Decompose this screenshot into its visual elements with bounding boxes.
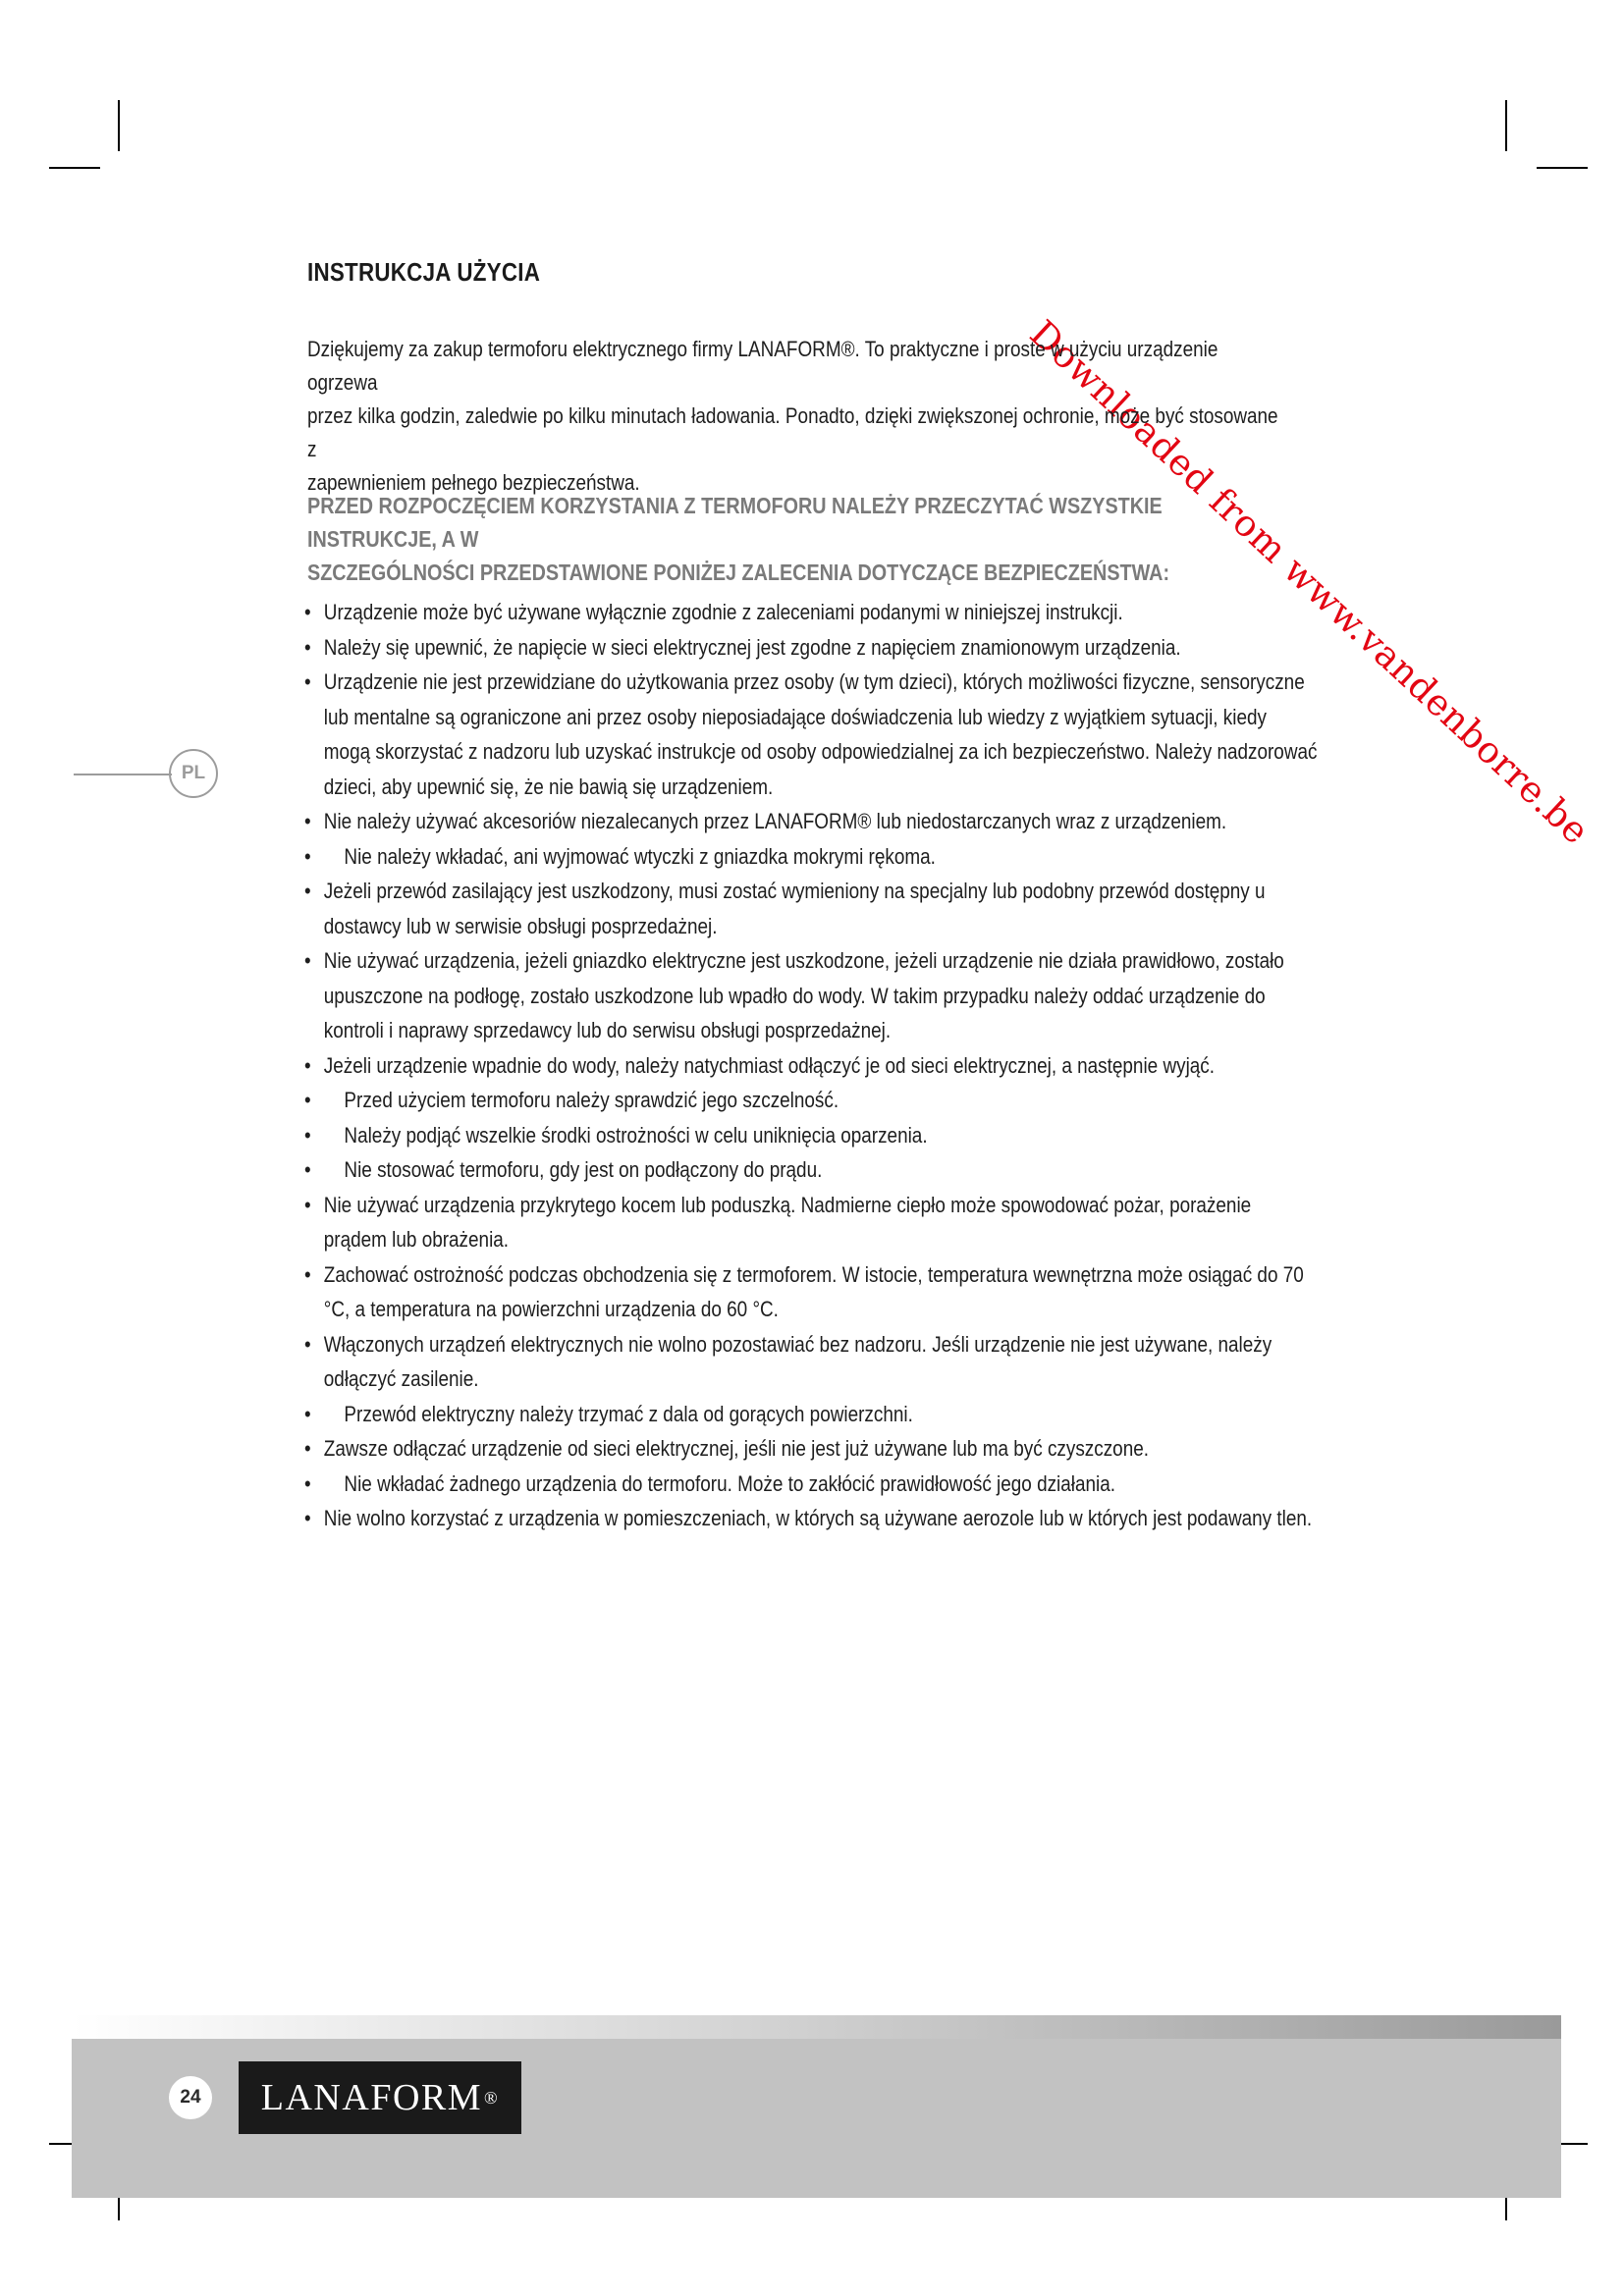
intro-line: przez kilka godzin, zaledwie po kilku minutach ładowania. Ponadto, dzięki zwiększonej ochronie, może być stosowane z: [307, 403, 1278, 461]
safety-rule-line: Przed użyciem termoforu należy sprawdzić jego szczelność.: [344, 1088, 839, 1112]
bullet-icon: •: [304, 1192, 311, 1217]
bullet-icon: •: [304, 1261, 311, 1287]
bullet-icon: •: [304, 809, 311, 833]
bullet-icon: •: [304, 948, 311, 973]
lanaform-logo: [239, 2061, 521, 2134]
bullet-icon: •: [304, 600, 311, 624]
bullet-icon: •: [304, 634, 311, 660]
safety-rule-line: Przewód elektryczny należy trzymać z dala od gorących powierzchni.: [344, 1401, 913, 1426]
warning-line: PRZED ROZPOCZĘCIEM KORZYSTANIA Z TERMOFORU NALEŻY PRZECZYTAĆ WSZYSTKIE INSTRUKCJE, A W: [307, 493, 1163, 552]
safety-rule-line: Zachować ostrożność podczas obchodzenia się z termoforem. W istocie, temperatura wewnętrzna może osiągać do 70: [323, 1261, 1304, 1287]
safety-rule-item: [304, 665, 1343, 804]
safety-rule-line: Należy się upewnić, że napięcie w sieci elektrycznej jest zgodne z napięciem znamionowym urządzenia.: [323, 634, 1181, 660]
intro-line: zapewnieniem pełnego bezpieczeństwa.: [307, 470, 640, 495]
safety-rule-item: [304, 1327, 1343, 1397]
safety-rule-line: odłączyć zasilenie.: [323, 1366, 479, 1391]
safety-rule-item: [304, 1152, 1343, 1188]
safety-rule-line: Jeżeli przewód zasilający jest uszkodzony, musi zostać wymieniony na specjalny lub podobny przewód dostępny u: [323, 879, 1266, 903]
footer-gradient-band: [72, 2015, 1561, 2039]
safety-rule-line: °C, a temperatura na powierzchni urządzenia do 60 °C.: [323, 1297, 779, 1321]
bullet-icon: •: [304, 1157, 311, 1182]
safety-rule-line: lub mentalne są ograniczone ani przez osoby nieposiadające doświadczenia lub wiedzy z wyjątkiem sytuacji, kiedy: [323, 704, 1267, 729]
safety-rule-line: Włączonych urządzeń elektrycznych nie wolno pozostawiać bez nadzoru. Jeśli urządzenie nie jest używane, należy: [323, 1331, 1272, 1357]
warning-line: SZCZEGÓLNOŚCI PRZEDSTAWIONE PONIŻEJ ZALECENIA DOTYCZĄCE BEZPIECZEŃSTWA:: [307, 560, 1170, 585]
safety-rule-line: Urządzenie nie jest przewidziane do użytkowania przez osoby (w tym dzieci), których możliwości fizyczne, sensoryczne: [323, 669, 1305, 694]
language-badge: PL: [169, 749, 218, 798]
safety-rule-line: dzieci, aby upewnić się, że nie bawią się urządzeniem.: [323, 774, 774, 799]
bullet-icon: •: [304, 1436, 311, 1461]
safety-rule-line: mogą skorzystać z nadzoru lub uzyskać instrukcje od osoby odpowiedzialnej za ich bezpieczeństwo. Należy nadzorować: [323, 739, 1318, 764]
bullet-icon: •: [304, 1052, 311, 1078]
safety-rule-line: Zawsze odłączać urządzenie od sieci elektrycznej, jeśli nie jest już używane lub ma być czyszczone.: [323, 1436, 1149, 1461]
crop-mark-top-right-horizontal: [1537, 167, 1588, 169]
safety-rule-item: [304, 1501, 1343, 1536]
bullet-icon: •: [304, 1401, 311, 1426]
logo-text: LANAFORM: [260, 2077, 483, 2118]
safety-rule-line: Nie używać urządzenia, jeżeli gniazdko elektryczne jest uszkodzone, jeżeli urządzenie nie działa prawidłowo, zostało: [323, 948, 1284, 973]
download-watermark: Downloaded from www.vandenborre.be: [1021, 312, 1597, 853]
safety-rule-item: [304, 1118, 1343, 1153]
safety-rule-line: Należy podjąć wszelkie środki ostrożności w celu uniknięcia oparzenia.: [344, 1122, 928, 1148]
safety-rule-line: dostawcy lub w serwisie obsługi posprzedażnej.: [323, 913, 718, 938]
bullet-icon: •: [304, 1506, 311, 1530]
safety-warning-heading: [307, 489, 1287, 589]
safety-rule-line: upuszczone na podłogę, zostało uszkodzone lub wpadło do wody. W takim przypadku należy oddać urządzenie do: [323, 983, 1266, 1008]
bullet-icon: •: [304, 1088, 311, 1112]
safety-rule-line: Nie należy wkładać, ani wyjmować wtyczki z gniazdka mokrymi rękoma.: [344, 843, 936, 869]
safety-rule-item: [304, 1188, 1343, 1257]
safety-rule-line: Nie wkładać żadnego urządzenia do termoforu. Może to zakłócić prawidłowość jego działania.: [344, 1470, 1116, 1496]
safety-rule-item: [304, 1048, 1343, 1084]
bullet-icon: •: [304, 1122, 311, 1148]
safety-rule-item: [304, 943, 1343, 1048]
registered-mark: ®: [484, 2087, 500, 2108]
safety-rule-item: [304, 839, 1343, 875]
crop-mark-top-left-vertical: [118, 100, 120, 151]
safety-rule-item: [304, 1083, 1343, 1118]
safety-rules-list: [304, 595, 1343, 1536]
bullet-icon: •: [304, 1331, 311, 1357]
safety-rule-item: [304, 1431, 1343, 1467]
page-title: INSTRUKCJA UŻYCIA: [307, 257, 541, 287]
crop-mark-top-right-vertical: [1505, 100, 1507, 151]
safety-rule-line: Jeżeli urządzenie wpadnie do wody, należy natychmiast odłączyć je od sieci elektrycznej, a następnie wyjąć.: [323, 1052, 1216, 1078]
bullet-icon: •: [304, 879, 311, 903]
page-number: 24: [169, 2076, 212, 2119]
safety-rule-line: Nie należy używać akcesoriów niezalecanych przez LANAFORM® lub niedostarczanych wraz z urządzeniem.: [323, 809, 1227, 833]
safety-rule-line: Nie stosować termoforu, gdy jest on podłączony do prądu.: [344, 1157, 823, 1182]
safety-rule-line: Nie wolno korzystać z urządzenia w pomieszczeniach, w których są używane aerozole lub w których jest podawany tlen.: [323, 1506, 1313, 1530]
safety-rule-line: Urządzenie może być używane wyłącznie zgodnie z zaleceniami podanymi w niniejszej instrukcji.: [323, 600, 1123, 624]
safety-rule-line: kontroli i naprawy sprzedawcy lub do serwisu obsługi posprzedażnej.: [323, 1018, 892, 1042]
language-tab-line: [74, 774, 172, 775]
safety-rule-line: prądem lub obrażenia.: [323, 1227, 510, 1252]
bullet-icon: •: [304, 1470, 311, 1496]
safety-rule-item: [304, 1467, 1343, 1502]
bullet-icon: •: [304, 669, 311, 694]
safety-rule-item: [304, 874, 1343, 943]
intro-paragraph: [307, 333, 1287, 500]
safety-rule-item: [304, 804, 1343, 839]
safety-rule-line: Nie używać urządzenia przykrytego kocem lub poduszką. Nadmierne ciepło może spowodować pożar, porażenie: [323, 1192, 1252, 1217]
safety-rule-item: [304, 595, 1343, 630]
intro-line: Dziękujemy za zakup termoforu elektrycznego firmy LANAFORM®. To praktyczne i proste w użyciu urządzenie ogrzewa: [307, 337, 1218, 395]
safety-rule-item: [304, 1257, 1343, 1327]
safety-rule-item: [304, 1397, 1343, 1432]
safety-rule-item: [304, 630, 1343, 666]
bullet-icon: •: [304, 843, 311, 869]
crop-mark-top-left-horizontal: [49, 167, 100, 169]
